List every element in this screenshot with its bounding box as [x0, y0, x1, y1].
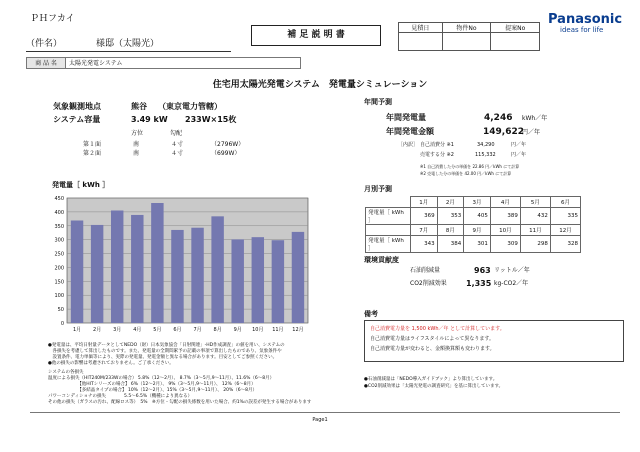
- month-value: 405: [464, 208, 491, 225]
- x-tick-label: 4月: [133, 327, 142, 333]
- y-tick-label: 250: [54, 251, 64, 258]
- monthly-generation-chart: [30, 190, 320, 340]
- y-tick-label: 50: [57, 307, 64, 314]
- face-name: 第１面: [83, 141, 102, 148]
- row-label: 発電量［ kWh ］: [366, 236, 411, 253]
- face-power: （2796W）: [211, 141, 245, 148]
- bar: [111, 211, 123, 324]
- face-direction: 南: [133, 150, 140, 157]
- x-tick-label: 9月: [233, 327, 242, 333]
- footnote-line: ●CO2削減効果は「太陽光発電の調査研究」を基に算出しています。: [364, 384, 504, 389]
- annual-gen-label: 年間発電量: [386, 113, 426, 122]
- monthly-values-a: [366, 208, 581, 225]
- oil-value: 963: [474, 266, 491, 275]
- x-tick-label: 6月: [173, 327, 182, 333]
- month-header: 1月: [411, 197, 438, 208]
- co2-unit: kg-CO2／年: [494, 280, 529, 287]
- loss-heading: システムの各損失: [48, 370, 84, 375]
- annual-heading: 年間予測: [364, 98, 392, 106]
- x-tick-label: 12月: [292, 327, 304, 333]
- case-name-label: （件名）: [26, 39, 63, 49]
- sell-row: [398, 152, 578, 159]
- row-label: 発電量［ kWh ］: [366, 208, 411, 225]
- breakdown-label: ［内訳］: [398, 142, 419, 148]
- doc-title-box: [251, 25, 381, 46]
- month-header: 12月: [550, 225, 580, 236]
- annual-gen-value: 4,246: [484, 113, 513, 123]
- approval-col-proposal: 提案No: [491, 23, 540, 33]
- face-col-slope: 勾配: [170, 130, 183, 137]
- product-label: 商 品 名: [27, 58, 66, 69]
- monthly-table: [365, 196, 581, 253]
- self-value: 34,290: [477, 142, 495, 148]
- face-power: （699W）: [211, 150, 241, 157]
- oil-row: [410, 267, 590, 277]
- oil-label: 石油削減量: [410, 267, 441, 274]
- x-tick-label: 11月: [272, 327, 284, 333]
- footnote-line: ●発電量は、平均日射量データとしてNEDO（財）日本気象協会「日射関連」-HD作成調査」の値を用い、システムの: [48, 343, 285, 348]
- remarks-line-2: 自己消費電力量はライフスタイルによって異なります。: [370, 336, 495, 342]
- remarks-heading: 備考: [364, 310, 378, 318]
- face-row-1: [83, 141, 283, 149]
- y-tick-label: 450: [54, 196, 64, 202]
- sell-unit: 円／年: [511, 152, 527, 158]
- monthly-values-b: [366, 236, 581, 253]
- loss-line: 【他HITシリーズの場合】 6%（12〜2月）、 9%（3〜5月,9〜11月）、 12%（6〜8月）: [48, 382, 256, 387]
- y-tick-label: 200: [54, 265, 64, 272]
- self-consumption-row: [398, 142, 578, 149]
- face-slope: ４寸: [171, 150, 184, 157]
- footer-rule: [30, 412, 620, 413]
- month-header: 3月: [464, 197, 491, 208]
- approval-col-date: 見積日: [399, 23, 443, 33]
- annual-amount-unit: 円／年: [522, 129, 541, 136]
- face-name: 第２面: [83, 150, 102, 157]
- self-unit: 円／年: [511, 142, 527, 148]
- month-header: 10月: [490, 225, 520, 236]
- month-header: 7月: [411, 225, 438, 236]
- footnote-line: ●他の損失の影響は考慮されておりません。ご了承ください。: [48, 361, 174, 366]
- face-col-direction: 方位: [131, 130, 144, 137]
- remarks-line-1: 自己消費電力量を 1,500 kWh／年 として計算しています。: [370, 326, 505, 332]
- month-header: 9月: [464, 225, 491, 236]
- monthly-header-a: [366, 197, 581, 208]
- bar: [71, 221, 83, 324]
- month-header: 11月: [520, 225, 550, 236]
- capacity-detail: 233W×15枚: [185, 115, 237, 124]
- bar: [231, 239, 243, 323]
- month-value: 309: [490, 236, 520, 253]
- chart-title: 発電量［ kWh ］: [52, 181, 110, 189]
- y-tick-label: 150: [54, 279, 64, 286]
- monthly-heading: 月別予測: [364, 185, 392, 193]
- bar: [252, 237, 264, 323]
- co2-row: [410, 280, 590, 290]
- approval-table: [398, 22, 540, 51]
- annual-gen-row: [386, 113, 586, 125]
- case-name-value: 様邸（太陽光）: [96, 39, 160, 49]
- remarks-box: [364, 320, 624, 362]
- month-value: 328: [550, 236, 580, 253]
- month-value: 343: [411, 236, 438, 253]
- annual-note-1: ※1 自己消費した分の単価を 22.86 円／kWh にて計算: [420, 164, 520, 169]
- month-header: 5月: [520, 197, 550, 208]
- footnote-line: ●石油削減量は「NEDO導入ガイドブック」より算出しています。: [364, 377, 498, 382]
- utility-value: （東京電力管轄）: [158, 102, 222, 111]
- monthly-header-b: [366, 225, 581, 236]
- month-value: 353: [437, 208, 464, 225]
- brand-logo: Panasonic: [548, 12, 623, 27]
- loss-line: その他の損失（ガラスの汚れ、配線ロス等） 5% ※方位・勾配の損失係数を用いた場合、約1%の誤差が発生する場合があります: [48, 400, 312, 405]
- location-row: [53, 102, 323, 112]
- bar: [151, 203, 163, 323]
- face-direction: 南: [133, 141, 140, 148]
- sell-label: 売電する分 ※2: [420, 152, 454, 158]
- bar: [171, 230, 183, 323]
- self-label: 自己消費分 ※1: [420, 142, 454, 148]
- x-tick-label: 2月: [93, 327, 102, 333]
- bar: [191, 228, 203, 323]
- bar: [292, 232, 304, 323]
- x-tick-label: 5月: [153, 327, 162, 333]
- face-row-2: [83, 150, 283, 158]
- doc-title: 補 足 説 明 書: [287, 30, 345, 40]
- loss-line: 温度による損失（HIT240M/233Wの場合） 5.8%（12〜2月）、 8.7%（3〜5月,9〜11月）、11.6%（6〜8月）: [48, 376, 275, 381]
- month-value: 384: [437, 236, 464, 253]
- location-value: 熊谷: [131, 102, 147, 111]
- month-header: 4月: [490, 197, 520, 208]
- location-label: 気象観測地点: [53, 102, 101, 111]
- month-header: 8月: [437, 225, 464, 236]
- co2-label: CO2削減効果: [410, 280, 447, 287]
- oil-unit: リットル／年: [494, 267, 530, 274]
- capacity-row: [53, 115, 323, 125]
- x-tick-label: 1月: [72, 327, 82, 333]
- y-tick-label: 300: [54, 237, 64, 244]
- x-tick-label: 3月: [113, 327, 122, 333]
- remarks-line-3: 自己消費電力量が変わると、金額換算額も変わります。: [370, 346, 495, 352]
- case-name-row: [26, 39, 231, 52]
- loss-line: パワーコンディショナの損失 5.5〜6.5%（機種により異なる）: [48, 394, 193, 399]
- month-value: 389: [490, 208, 520, 225]
- month-value: 432: [520, 208, 550, 225]
- sell-value: 115,332: [475, 152, 496, 158]
- footnote-left: [48, 343, 348, 406]
- approval-col-property: 物件No: [442, 23, 491, 33]
- face-slope: ４寸: [171, 141, 184, 148]
- main-title: 住宅用太陽光発電システム 発電量シミュレーション: [212, 80, 428, 90]
- month-header: 2月: [437, 197, 464, 208]
- month-value: 335: [550, 208, 580, 225]
- month-header: 6月: [550, 197, 580, 208]
- bar: [272, 240, 284, 323]
- page-number: Page1: [312, 417, 328, 423]
- co2-value: 1,335: [466, 279, 492, 288]
- y-tick-label: 0: [60, 321, 64, 327]
- bar: [211, 216, 223, 323]
- month-value: 298: [520, 236, 550, 253]
- annual-amount-value: 149,622: [483, 127, 524, 137]
- y-tick-label: 400: [54, 209, 64, 216]
- footnote-line: 設置条件、電力単価等により、実際の発電量、発電金額と異なる場合があります。目安としてご参照ください。: [48, 355, 278, 360]
- y-tick-label: 350: [54, 223, 64, 230]
- customer-type: ＰＨフカイ: [30, 14, 75, 24]
- annual-amount-label: 年間発電金額: [386, 127, 434, 136]
- x-tick-label: 8月: [213, 327, 222, 333]
- x-tick-label: 7月: [193, 327, 202, 333]
- product-table: [26, 57, 301, 69]
- brand-tagline: ideas for life: [560, 26, 604, 34]
- bar: [91, 225, 103, 323]
- annual-note-2: ※2 売電した分の単価を 42.00 円／kWh にて計算: [420, 171, 512, 176]
- month-value: 369: [411, 208, 438, 225]
- footnote-line: 各損失を考慮して算出したものです。また、発電量の全期間累予の記載の事項で算出したものであり、気象条件や: [48, 349, 282, 354]
- y-tick-label: 100: [54, 293, 64, 300]
- loss-line: 【多結晶タイプの場合】 10%（12〜2月）、15%（3〜5月,9〜11月）、 20%（6〜8月）: [48, 388, 257, 393]
- footnote-right: [364, 376, 624, 390]
- annual-gen-unit: kWh／年: [522, 115, 548, 122]
- capacity-label: システム容量: [53, 115, 101, 124]
- month-value: 301: [464, 236, 491, 253]
- x-tick-label: 10月: [252, 327, 264, 333]
- bar: [131, 215, 143, 323]
- product-value: 太陽光発電システム: [66, 58, 301, 69]
- environment-heading: 環境貢献度: [364, 256, 399, 264]
- annual-amount-row: [386, 127, 586, 139]
- capacity-value: 3.49 kW: [131, 115, 168, 124]
